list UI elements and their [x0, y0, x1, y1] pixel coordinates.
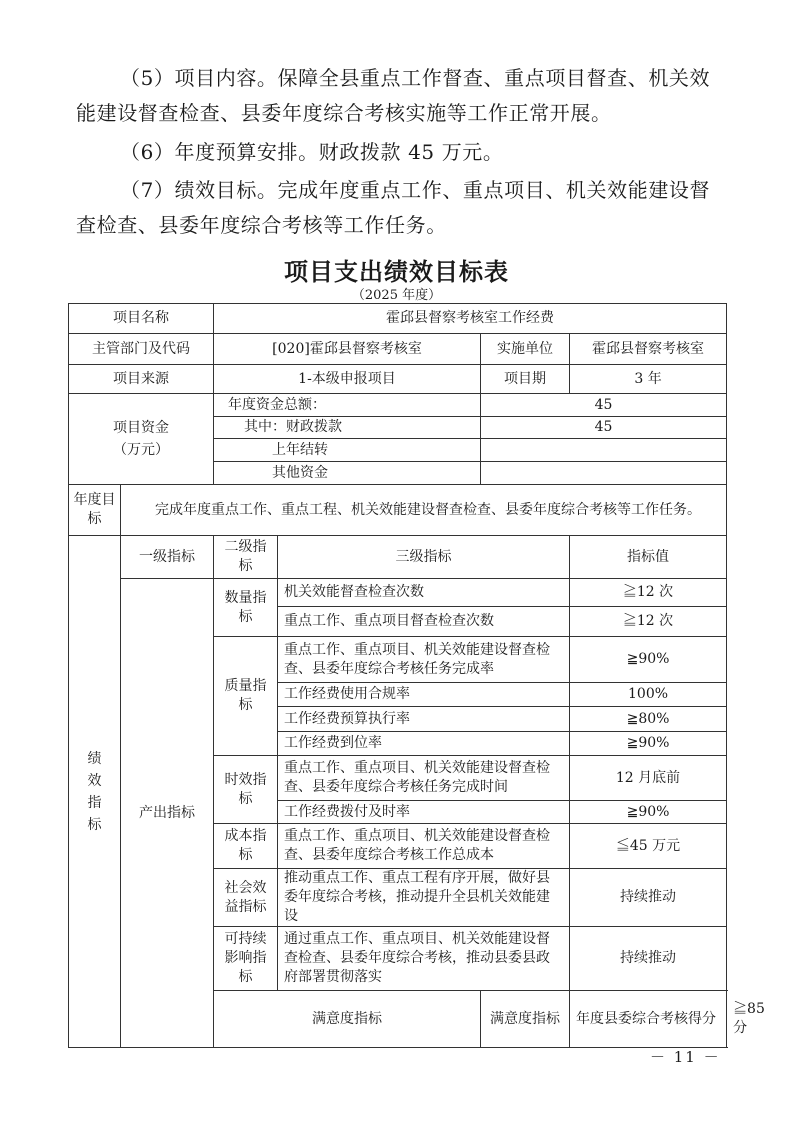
- table-row: [69, 485, 727, 536]
- impl-unit-label: 实施单位: [481, 334, 570, 365]
- fund-row-label: 上年结转: [214, 439, 481, 462]
- table-subtitle: （2025 年度）: [351, 288, 442, 303]
- group-label-satisfaction: 满意度指标: [481, 991, 570, 1048]
- header-level1: 一级指标: [121, 536, 214, 579]
- source-value: 1-本级申报项目: [214, 365, 481, 394]
- fund-row-label: 其他资金: [214, 462, 481, 485]
- header-value: 指标值: [570, 536, 727, 579]
- paragraph-project-content-line2: 能建设督查检查、县委年度综合考核实施等工作正常开展。: [76, 101, 612, 125]
- table-row: [69, 394, 727, 417]
- group-label-quality: 质量指标: [214, 637, 278, 756]
- funds-label: [69, 394, 214, 485]
- project-name-value: 霍邱县督察考核室工作经费: [214, 304, 727, 334]
- source-label: 项目来源: [69, 365, 214, 394]
- indicator-value: 持续推动: [570, 927, 727, 991]
- indicator-value: ≧90%: [570, 637, 727, 683]
- group-label-social: 社会效益指标: [214, 869, 278, 927]
- paragraph-performance-goal-line1: （7）绩效目标。完成年度重点工作、重点项目、机关效能建设督: [120, 178, 711, 202]
- table-row: 满意度指标 满意度指标 年度县委综合考核得分 ≧85 分: [69, 991, 727, 1048]
- indicator-name: 重点工作、重点项目、机关效能建设督查检查、县委年度综合考核工作总成本: [278, 824, 570, 869]
- satisfaction-level1-label: 满意度指标: [214, 991, 481, 1048]
- indicator-name: 工作经费到位率: [278, 732, 570, 756]
- indicator-name: 通过重点工作、重点项目、机关效能建设督查检查、县委年度综合考核，推动县委县政府部署贯彻落实: [278, 927, 570, 991]
- indicator-value: 持续推动: [570, 869, 727, 927]
- indicator-value: ≧12 次: [570, 607, 727, 637]
- indicator-value: ≧90%: [570, 801, 727, 824]
- table-row: [69, 579, 727, 607]
- fund-row-value: 45: [481, 417, 727, 439]
- output-indicator-label: 产出指标: [121, 579, 214, 1048]
- paragraph-annual-budget: （6）年度预算安排。财政拨款 45 万元。: [120, 140, 504, 164]
- table-row: [69, 365, 727, 394]
- indicator-name: 重点工作、重点项目、机关效能建设督查检查、县委年度综合考核任务完成时间: [278, 756, 570, 801]
- fund-row-value: 45: [481, 394, 727, 417]
- indicator-name: 推动重点工作、重点工程有序开展，做好县委年度综合考核，推动提升全县机关效能建设: [278, 869, 570, 927]
- dept-label: 主管部门及代码: [69, 334, 214, 365]
- period-value: 3 年: [570, 365, 727, 394]
- indicator-value: ≧80%: [570, 707, 727, 732]
- project-name-label: 项目名称: [69, 304, 214, 334]
- dept-value: [020]霍邱县督察考核室: [214, 334, 481, 365]
- performance-target-table: [68, 303, 765, 1048]
- paragraph-performance-goal-line2: 查检查、县委年度综合考核等工作任务。: [76, 213, 447, 237]
- period-label: 项目期: [481, 365, 570, 394]
- table-row: [69, 304, 727, 334]
- group-label-timeliness: 时效指标: [214, 756, 278, 824]
- indicator-value: ≧12 次: [570, 579, 727, 607]
- indicator-name: 年度县委综合考核得分: [570, 991, 727, 1048]
- table-title: 项目支出绩效目标表: [284, 258, 509, 286]
- group-label-cost: 成本指标: [214, 824, 278, 869]
- performance-indicator-label: 绩效指标: [69, 536, 121, 1048]
- header-level2: 二级指标: [214, 536, 278, 579]
- header-level3: 三级指标: [278, 536, 570, 579]
- indicator-name: 工作经费预算执行率: [278, 707, 570, 732]
- table-row: [69, 334, 727, 365]
- indicator-name: 工作经费拨付及时率: [278, 801, 570, 824]
- indicator-name: 工作经费使用合规率: [278, 683, 570, 707]
- indicator-value: ≧90%: [570, 732, 727, 756]
- fund-row-label: 其中：财政拨款: [214, 417, 481, 439]
- group-label-sustainable: 可持续影响指标: [214, 927, 278, 991]
- indicator-name: 重点工作、重点项目、机关效能建设督查检查、县委年度综合考核任务完成率: [278, 637, 570, 683]
- fund-row-value: [481, 462, 727, 485]
- indicator-value: ≦45 万元: [570, 824, 727, 869]
- annual-goal-text: 完成年度重点工作、重点工程、机关效能建设督查检查、县委年度综合考核等工作任务。: [121, 485, 727, 536]
- page-number: － 11 －: [650, 1048, 721, 1066]
- fund-row-label: 年度资金总额：: [214, 394, 481, 417]
- table-row: [69, 536, 727, 579]
- fund-row-value: [481, 439, 727, 462]
- indicator-value: 100%: [570, 683, 727, 707]
- funds-label-line2: （万元）: [113, 442, 169, 458]
- indicator-name: 重点工作、重点项目督查检查次数: [278, 607, 570, 637]
- group-label-quantity: 数量指标: [214, 579, 278, 637]
- indicator-name: 机关效能督查检查次数: [278, 579, 570, 607]
- indicator-value: 12 月底前: [570, 756, 727, 801]
- annual-goal-label: 年度目标: [69, 485, 121, 536]
- funds-label-line1: 项目资金: [113, 420, 169, 436]
- impl-unit-value: 霍邱县督察考核室: [570, 334, 727, 365]
- paragraph-project-content-line1: （5）项目内容。保障全县重点工作督查、重点项目督查、机关效: [120, 66, 711, 90]
